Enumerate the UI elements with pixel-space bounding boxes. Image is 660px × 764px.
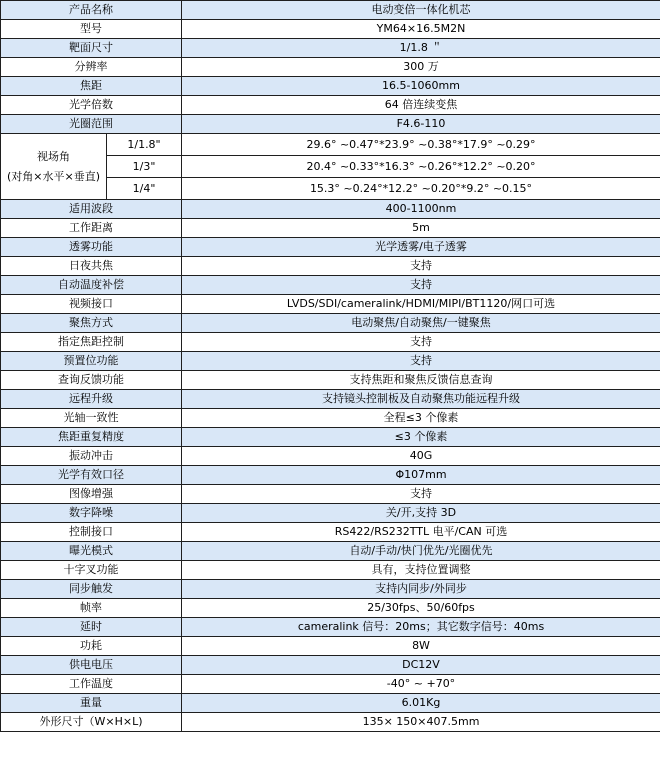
table-row: [1, 20, 660, 39]
table-row: [1, 115, 660, 134]
spec-value: Φ107mm: [182, 466, 660, 485]
table-row: [1, 504, 660, 523]
spec-label: 供电电压: [1, 656, 182, 675]
spec-value: 6.01Kg: [182, 694, 660, 713]
spec-value: ≤3 个像素: [182, 428, 660, 447]
spec-label: 数字降噪: [1, 504, 182, 523]
spec-label: 光学倍数: [1, 96, 182, 115]
table-row: [1, 542, 660, 561]
spec-label: 控制接口: [1, 523, 182, 542]
table-row: [1, 561, 660, 580]
spec-value: 自动/手动/快门优先/光圈优先: [182, 542, 660, 561]
spec-value: 电动聚焦/自动聚焦/一键聚焦: [182, 314, 660, 333]
table-row: [1, 675, 660, 694]
table-row: [1, 656, 660, 675]
spec-label: 透雾功能: [1, 238, 182, 257]
table-row: [1, 485, 660, 504]
spec-value: LVDS/SDI/cameralink/HDMI/MIPI/BT1120/网口可选: [182, 295, 660, 314]
spec-value: 64 倍连续变焦: [182, 96, 660, 115]
spec-label: 自动温度补偿: [1, 276, 182, 295]
spec-label: 曝光模式: [1, 542, 182, 561]
spec-value: -40° ~ +70°: [182, 675, 660, 694]
spec-label: 远程升级: [1, 390, 182, 409]
spec-label: 光学有效口径: [1, 466, 182, 485]
table-row: [1, 96, 660, 115]
spec-label: 型号: [1, 20, 182, 39]
sensor-size-cell: 1/3": [107, 156, 182, 178]
spec-value: 支持: [182, 485, 660, 504]
table-row: [1, 618, 660, 637]
spec-value: 支持: [182, 333, 660, 352]
spec-value: 光学透雾/电子透雾: [182, 238, 660, 257]
header-value-cell: 电动变倍一体化机芯: [182, 1, 660, 20]
view-angle-label: [1, 134, 107, 200]
spec-label: 靶面尺寸: [1, 39, 182, 58]
table-row: [1, 599, 660, 618]
spec-label: 日夜共焦: [1, 257, 182, 276]
spec-label: 振动冲击: [1, 447, 182, 466]
spec-value: 135× 150×407.5mm: [182, 713, 660, 732]
table-row: [1, 314, 660, 333]
sensor-size-cell: 1/1.8": [107, 134, 182, 156]
spec-label: 焦距: [1, 77, 182, 96]
view-angle-value: 29.6° ~0.47°*23.9° ~0.38°*17.9° ~0.29°: [182, 134, 660, 156]
view-angle-value: 20.4° ~0.33°*16.3° ~0.26°*12.2° ~0.20°: [182, 156, 660, 178]
spec-label: 同步触发: [1, 580, 182, 599]
table-row: [1, 238, 660, 257]
header-name-cell: 产品名称: [1, 1, 182, 20]
spec-label: 视频接口: [1, 295, 182, 314]
spec-value: 支持: [182, 257, 660, 276]
spec-value: F4.6-110: [182, 115, 660, 134]
spec-label: 光圈范围: [1, 115, 182, 134]
spec-label: 适用波段: [1, 200, 182, 219]
spec-value: 300 万: [182, 58, 660, 77]
table-row: [1, 694, 660, 713]
table-row: [1, 637, 660, 656]
spec-value: 支持焦距和聚焦反馈信息查询: [182, 371, 660, 390]
view-angle-row: [1, 134, 660, 156]
table-row: [1, 390, 660, 409]
spec-label: 帧率: [1, 599, 182, 618]
spec-label: 图像增强: [1, 485, 182, 504]
table-row: [1, 77, 660, 96]
table-header-row: [1, 1, 660, 20]
table-row: [1, 295, 660, 314]
spec-label: 预置位功能: [1, 352, 182, 371]
spec-label: 十字叉功能: [1, 561, 182, 580]
table-row: [1, 447, 660, 466]
spec-label: 功耗: [1, 637, 182, 656]
spec-value: 支持: [182, 276, 660, 295]
spec-label: 重量: [1, 694, 182, 713]
spec-value: 全程≤3 个像素: [182, 409, 660, 428]
spec-value: 1/1.8 ＂: [182, 39, 660, 58]
table-row: [1, 352, 660, 371]
table-row: [1, 58, 660, 77]
spec-value: DC12V: [182, 656, 660, 675]
spec-value: YM64×16.5M2N: [182, 20, 660, 39]
table-row: [1, 200, 660, 219]
spec-value: 40G: [182, 447, 660, 466]
table-row: [1, 580, 660, 599]
spec-label: 外形尺寸（W×H×L): [1, 713, 182, 732]
table-row: [1, 219, 660, 238]
spec-value: 具有，支持位置调整: [182, 561, 660, 580]
table-row: [1, 409, 660, 428]
table-row: [1, 371, 660, 390]
table-row: [1, 39, 660, 58]
spec-value: 400-1100nm: [182, 200, 660, 219]
spec-value: cameralink 信号：20ms；其它数字信号：40ms: [182, 618, 660, 637]
spec-label: 查询反馈功能: [1, 371, 182, 390]
spec-label: 聚焦方式: [1, 314, 182, 333]
spec-label: 工作距离: [1, 219, 182, 238]
spec-value: 关/开,支持 3D: [182, 504, 660, 523]
spec-value: 8W: [182, 637, 660, 656]
spec-value: 5m: [182, 219, 660, 238]
table-row: [1, 428, 660, 447]
spec-value: 16.5-1060mm: [182, 77, 660, 96]
spec-label: 延时: [1, 618, 182, 637]
spec-label: 光轴一致性: [1, 409, 182, 428]
view-angle-subtitle: (对角×水平×垂直): [6, 169, 101, 183]
spec-label: 指定焦距控制: [1, 333, 182, 352]
table-row: [1, 713, 660, 732]
table-row: [1, 466, 660, 485]
table-row: [1, 276, 660, 295]
spec-value: 支持内同步/外同步: [182, 580, 660, 599]
spec-value: 支持镜头控制板及自动聚焦功能远程升级: [182, 390, 660, 409]
spec-value: 支持: [182, 352, 660, 371]
view-angle-title: 视场角: [37, 149, 70, 163]
spec-value: 25/30fps、50/60fps: [182, 599, 660, 618]
view-angle-value: 15.3° ~0.24°*12.2° ~0.20°*9.2° ~0.15°: [182, 178, 660, 200]
table-row: [1, 333, 660, 352]
spec-label: 分辨率: [1, 58, 182, 77]
sensor-size-cell: 1/4": [107, 178, 182, 200]
spec-label: 焦距重复精度: [1, 428, 182, 447]
table-row: [1, 523, 660, 542]
spec-value: RS422/RS232TTL 电平/CAN 可选: [182, 523, 660, 542]
spec-table-body: [1, 1, 660, 732]
spec-label: 工作温度: [1, 675, 182, 694]
table-row: [1, 257, 660, 276]
